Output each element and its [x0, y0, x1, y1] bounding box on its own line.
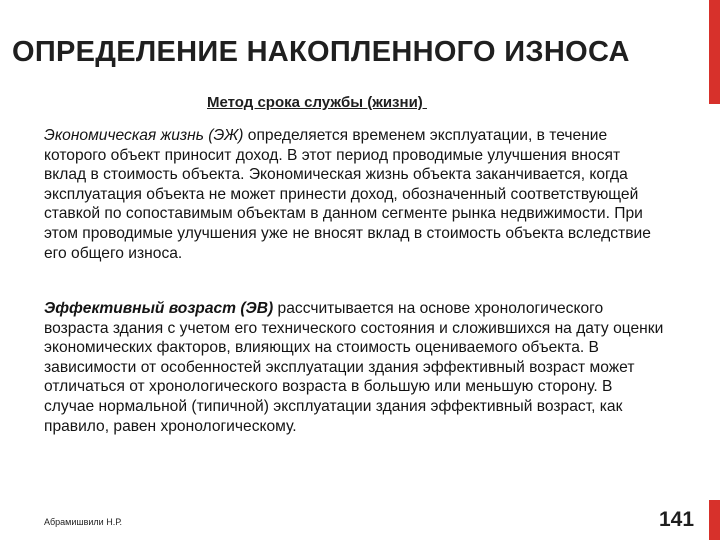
paragraph-effective-age: [44, 299, 664, 436]
paragraph-economic-life: [44, 126, 664, 263]
paragraph-economic-life-text: определяется временем эксплуатации, в течение которого объект приносит доход. В этот период проводимые улучшения вносят вклад в стоимость объекта. Экономическая жизнь объекта заканчивается, когда эксплуатация объекта не может принести доход, обозначенный соответствующей ставкой по сопоставимым объектам в данном сегменте рынка недвижимости. При этом проводимые улучшения уже не вносят вклад в стоимость объекта вследствие его общего износа.: [44, 127, 651, 262]
author-name: Абрамишвили Н.Р.: [44, 517, 122, 527]
term-effective-age: Эффективный возраст (ЭВ): [44, 300, 274, 317]
term-economic-life: Экономическая жизнь (ЭЖ): [44, 127, 244, 144]
slide-title: ОПРЕДЕЛЕНИЕ НАКОПЛЕННОГО ИЗНОСА: [12, 36, 630, 68]
page-number: 141: [659, 508, 695, 531]
slide-subtitle: Метод срока службы (жизни): [207, 94, 427, 111]
paragraph-effective-age-text: рассчитывается на основе хронологического возраста здания с учетом его технического состояния и сложившихся на дату оценки экономических факторов, влияющих на стоимость оцениваемого объекта. В зависимости от особенностей эксплуатации здания эффективный возраст может отличаться от хронологического возраста в большую или меньшую сторону. В случае нормальной (типичной) эксплуатации здания эффективный возраст, как правило, равен хронологическому.: [44, 300, 664, 435]
accent-bar-bottom: [709, 500, 720, 540]
